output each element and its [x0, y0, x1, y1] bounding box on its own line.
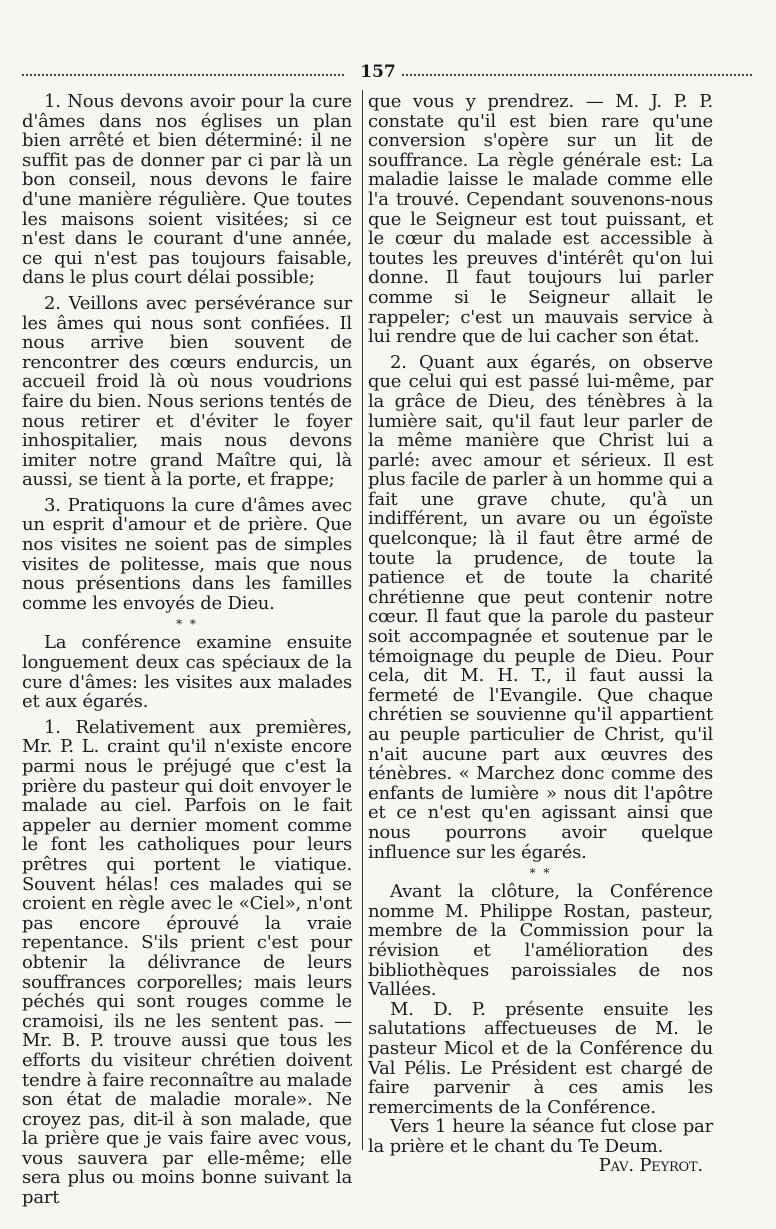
paragraph-egares: 2. Quant aux égarés, on observe que celui qui est passé lui-même, par la grâce de Dieu, des ténèbres à la lumière sait, qu'il faut leur parler de la même manière que Christ lui a parlé: avec amour et sérieux. Il est plus facile de parler à un homme qui a fait une grave chute, qu'à un indifférent, un avare ou un égoïste quelconque; là il faut être armé de toute la prudence, de toute la patience et de toute la charité chrétienne que peut contenir notre cœur. Il faut que la parole du pasteur soit accompagnée et soutenue par le témoignage du peuple de Dieu. Pour cela, dit M. H. T., il faut aussi la fermeté de l'Evangile. Que chaque chrétien se souvienne qu'il appartient au peuple particulier de Christ, qu'il n'ait aucune part aux œuvres des ténèbres. « Marchez donc comme des enfants de lumière » nous dit l'apôtre et ce n'est qu'en agissant ainsi que nous pourrons avoir quelque influence sur les égarés. [368, 351, 713, 863]
signature: Pav. Peyrot. [598, 1155, 703, 1177]
paragraph-malades: 1. Relativement aux premières, Mr. P. L. craint qu'il n'existe encore parmi nous le préjugé que c'est la prière du pasteur qui doit envoyer le malade au ciel. Parfois on le fait appeler au dernier moment comme le font les catholiques pour leurs prêtres qui portent le viatique. Souvent hélas! ces malades qui se croient en règle avec le «Ciel», n'ont pas encore éprouvé la vraie repentance. S'ils prient c'est pour obtenir la délivrance de leurs souffrances corporelles; mais leurs péchés qui sont rouges comme le cramoisi, ils ne les sentent pas. — Mr. B. P. trouve aussi que tous les efforts du visiteur chrétien doivent tendre à faire reconnaître au malade son état de maladie morale». Ne croyez pas, dit-il à son malade, que la prière que je vais faire avec vous, vous sauvera par elle-même; elle sera plus ou moins bonne suivant la part [22, 716, 352, 1209]
column-divider [362, 90, 363, 1150]
paragraph-pratiquons: 3. Pratiquons la cure d'âmes avec un esprit d'amour et de prière. Que nos visites ne soient pas de simples visites de politesse, mais que nous nous présentions dans les familles comme les envoyés de Dieu. [22, 494, 352, 614]
paragraph-veillons: 2. Veillons avec persévérance sur les âmes qui nous sont confiées. Il nous arrive bien souvent de rencontrer des cœurs endurcis, un accueil froid là où nous voudrions faire du bien. Nous serions tentés de nous retirer et d'éviter le foyer inhospitalier, mais nous devons imiter notre grand Maître qui, là aussi, se tient à la porte, et frappe; [22, 292, 352, 491]
section-stars: * * [529, 866, 552, 881]
paragraph-conference-examine: La conférence examine ensuite longuement deux cas spéciaux de la cure d'âmes: les visites aux malades et aux égarés. [22, 632, 352, 713]
section-stars: * * [176, 617, 198, 632]
paragraph-salutations: M. D. P. présente ensuite les salutations affectueuses de M. le pasteur Micol et de la Conférence du Val Pélis. Le Président est chargé de faire parvenir à ces amis les remerciments de la Conférence. [368, 998, 713, 1118]
header-rule-right [402, 74, 752, 76]
right-column [368, 92, 713, 1176]
paragraph-continuation: que vous y prendrez. — M. J. P. P. constate qu'il est bien rare qu'une conversion s'opère sur un lit de souffrance. La règle générale est: La maladie laisse le malade comme elle l'a trouvé. Cependant souvenons-nous que le Seigneur est tout puissant, et le cœur du malade est accessible à toutes les preuves d'intérêt qu'on lui donne. Il faut toujours lui parler comme si le Seigneur allait le rappeler; c'est un mauvais service à lui rendre que de lui cacher son état. [368, 91, 713, 348]
page-number: 157 [360, 62, 396, 82]
header-rule-left [22, 74, 344, 76]
paragraph-cloture: Avant la clôture, la Conférence nomme M. Philippe Rostan, pasteur, membre de la Commission pour la révision et l'amélioration des bibliothèques paroissiales de nos Vallées. [368, 881, 713, 1001]
paragraph-plan-cure: 1. Nous devons avoir pour la cure d'âmes dans nos églises un plan bien arrêté et bien déterminé: il ne suffit pas de donner par ci par là un bon conseil, nous devons le faire d'une manière régulière. Que toutes les maisons soient visitées; si ce n'est dans le courant d'une année, ce qui n'est pas toujours faisable, dans le plus court délai possible; [22, 91, 352, 289]
left-column [22, 92, 352, 1208]
paragraph-seance-close: Vers 1 heure la séance fut close par la prière et le chant du Te Deum. [368, 1116, 713, 1157]
page-header [22, 62, 752, 82]
